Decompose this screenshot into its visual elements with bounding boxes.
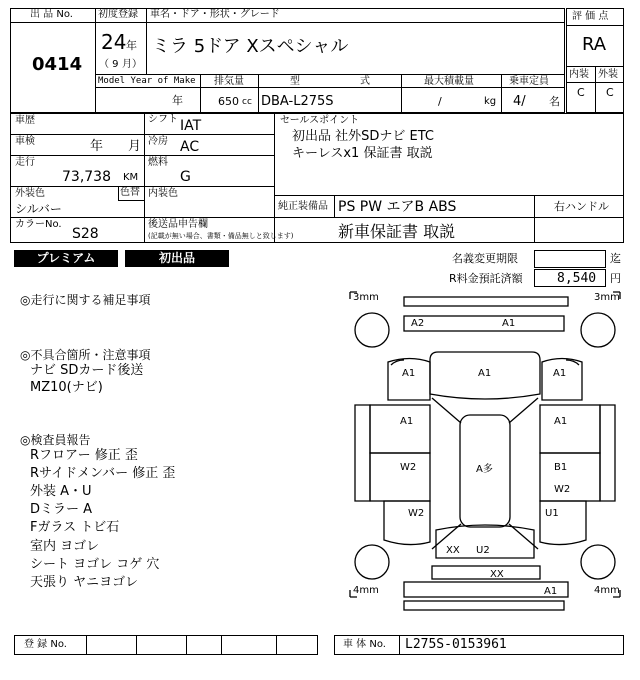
max-load-value: / — [438, 95, 442, 108]
recycle-value: 8,540 — [557, 271, 597, 286]
handle-value: 右ハンドル — [554, 200, 609, 213]
rear-bumper-label: XX — [490, 569, 504, 580]
ac-value: AC — [180, 139, 200, 155]
mileage-value: 73,738 — [62, 169, 111, 185]
chassis-label: 車 体 No. — [343, 639, 386, 650]
ext-color-value: シルバー — [15, 202, 62, 216]
equip-label: 純正装備品 — [278, 201, 328, 212]
inspector-item: 天張り ヤニヨゴレ — [30, 575, 139, 590]
wheel-front-left — [355, 313, 389, 347]
displacement-label: 排気量 — [214, 76, 244, 87]
gap-bottom-left: 4mm — [353, 585, 379, 596]
rear-bumper-bottom — [404, 601, 564, 610]
interior-value: C — [577, 86, 585, 99]
left-front-fender — [388, 359, 430, 401]
sales-line-1: 初出品 社外SDナビ ETC — [292, 129, 434, 144]
ext-color-label: 外装色 — [15, 188, 45, 199]
model-year-label: Model Year of Make — [98, 76, 196, 86]
rear-bumper-inner — [432, 566, 540, 579]
trunk-label: U2 — [476, 545, 490, 556]
inspector-item: Dミラー A — [30, 502, 93, 517]
type-value: DBA-L275S — [261, 94, 334, 109]
inspector-title: ◎検査員報告 — [20, 433, 91, 447]
fuel-label: 燃料 — [148, 157, 168, 168]
name-change-label: 名義変更期限 — [452, 252, 518, 265]
left-quarter-label: W2 — [408, 508, 425, 519]
sales-title: セールスポイント — [280, 115, 360, 126]
lot-number: 0414 — [32, 54, 83, 75]
car-name: ミラ 5ドア Xスペシャル — [152, 36, 349, 57]
first-reg-label: 初度登録 — [98, 9, 138, 20]
recycle-unit: 円 — [610, 272, 621, 285]
gap-top-right: 3mm — [594, 292, 620, 303]
left-fender-label: A1 — [402, 368, 416, 379]
left-front-door-label: A1 — [400, 416, 414, 427]
fuel-value: G — [180, 169, 191, 185]
front-bumper — [404, 316, 564, 331]
type-label-2: 式 — [360, 76, 370, 87]
right-front-door-label: A1 — [554, 416, 568, 427]
type-label-1: 型 — [290, 76, 300, 87]
reg-label: 登 録 No. — [24, 639, 67, 650]
inspection-year: 年 — [90, 139, 104, 154]
displacement-unit: cc — [242, 97, 252, 107]
car-name-label: 車名・ドア・形状・グレード — [150, 9, 280, 20]
mileage-label: 走行 — [15, 157, 35, 168]
right-rear-door-label-2: W2 — [554, 484, 571, 495]
later-note: (記載が無い場合、書類・備品無しと致します) — [148, 232, 294, 240]
inspector-item: シート ヨゴレ コゲ 穴 — [30, 557, 160, 572]
capacity-label: 乗車定員 — [509, 76, 549, 87]
front-bumper-left-label: A2 — [411, 318, 425, 329]
displacement-value: 650 — [218, 95, 239, 108]
defects-title: ◎不具合箇所・注意事項 — [20, 348, 151, 362]
defect-item: ナビ SDカード後送 — [30, 363, 144, 378]
capacity-value: 4/ — [513, 94, 526, 109]
front-bumper-top — [404, 297, 568, 306]
front-bumper-right-label: A1 — [502, 318, 516, 329]
right-fender-label: A1 — [553, 368, 567, 379]
first-reg-year: 24 — [101, 30, 127, 54]
first-listing-badge: 初出品 — [125, 250, 229, 267]
hood-label: A1 — [478, 368, 492, 379]
wheel-rear-left — [355, 545, 389, 579]
max-load-label: 最大積載量 — [424, 76, 474, 87]
wheel-front-right — [581, 313, 615, 347]
right-front-door — [540, 405, 600, 453]
color-no-value: S28 — [72, 226, 99, 242]
exterior-value: C — [606, 86, 614, 99]
month-suffix: 月） — [122, 59, 142, 70]
exterior-label: 外装 — [598, 69, 618, 80]
first-reg-month: （ 9 — [99, 59, 119, 70]
rating-label: 評 価 点 — [572, 11, 609, 22]
inspector-item: 外装 A・U — [30, 484, 92, 499]
roof-label: A多 — [476, 464, 493, 475]
defect-item: MZ10(ナビ) — [30, 380, 103, 395]
later-value: 新車保証書 取説 — [338, 222, 456, 241]
capacity-unit: 名 — [549, 95, 560, 108]
rear-bumper-right-label: A1 — [544, 586, 558, 597]
inspection-month: 月 — [128, 139, 142, 154]
interior-label: 内装 — [569, 69, 589, 80]
inspector-item: Rサイドメンバー 修正 歪 — [30, 466, 176, 481]
right-quarter-label: U1 — [545, 508, 559, 519]
recycle-label: R料金預託済額 — [449, 272, 523, 285]
inspection-label: 車検 — [15, 136, 35, 147]
chassis-value: L275S-0153961 — [405, 637, 507, 652]
left-rear-door — [370, 453, 430, 501]
gap-top-left: 3mm — [353, 292, 379, 303]
rear-glass-label: XX — [446, 545, 460, 556]
rating-value: RA — [582, 34, 607, 55]
max-load-unit: kg — [484, 96, 497, 107]
running-title: ◎走行に関する補足事項 — [20, 293, 151, 307]
mileage-unit: KM — [123, 172, 139, 183]
shift-label: シフト — [148, 114, 178, 125]
gap-bottom-right: 4mm — [594, 585, 620, 596]
left-front-door — [370, 405, 430, 453]
right-front-fender — [542, 359, 582, 401]
left-rear-door-label: W2 — [400, 462, 417, 473]
history-label: 車歴 — [15, 115, 35, 126]
inspector-item: Fガラス トビ石 — [30, 520, 120, 535]
int-color-label: 内装色 — [148, 188, 178, 199]
later-label: 後送品申告欄 — [148, 219, 208, 230]
shift-value: IAT — [180, 118, 202, 134]
sales-line-2: キーレスx1 保証書 取説 — [292, 146, 433, 161]
lot-label: 出 品 No. — [30, 9, 73, 20]
model-year-value: 年 — [172, 94, 183, 107]
equip-value: PS PW エアB ABS — [338, 199, 457, 215]
name-change-suffix: 迄 — [610, 252, 621, 265]
wheel-rear-right — [581, 545, 615, 579]
color-no-label: カラーNo. — [15, 219, 62, 230]
right-rear-door-label-1: B1 — [554, 462, 568, 473]
color-label: 色替 — [120, 187, 140, 198]
inspector-item: Rフロアー 修正 歪 — [30, 448, 138, 463]
premium-badge: プレミアム — [14, 250, 118, 267]
inspector-item: 室内 ヨゴレ — [30, 539, 100, 554]
ac-label: 冷房 — [148, 136, 168, 147]
year-suffix: 年 — [126, 39, 137, 52]
